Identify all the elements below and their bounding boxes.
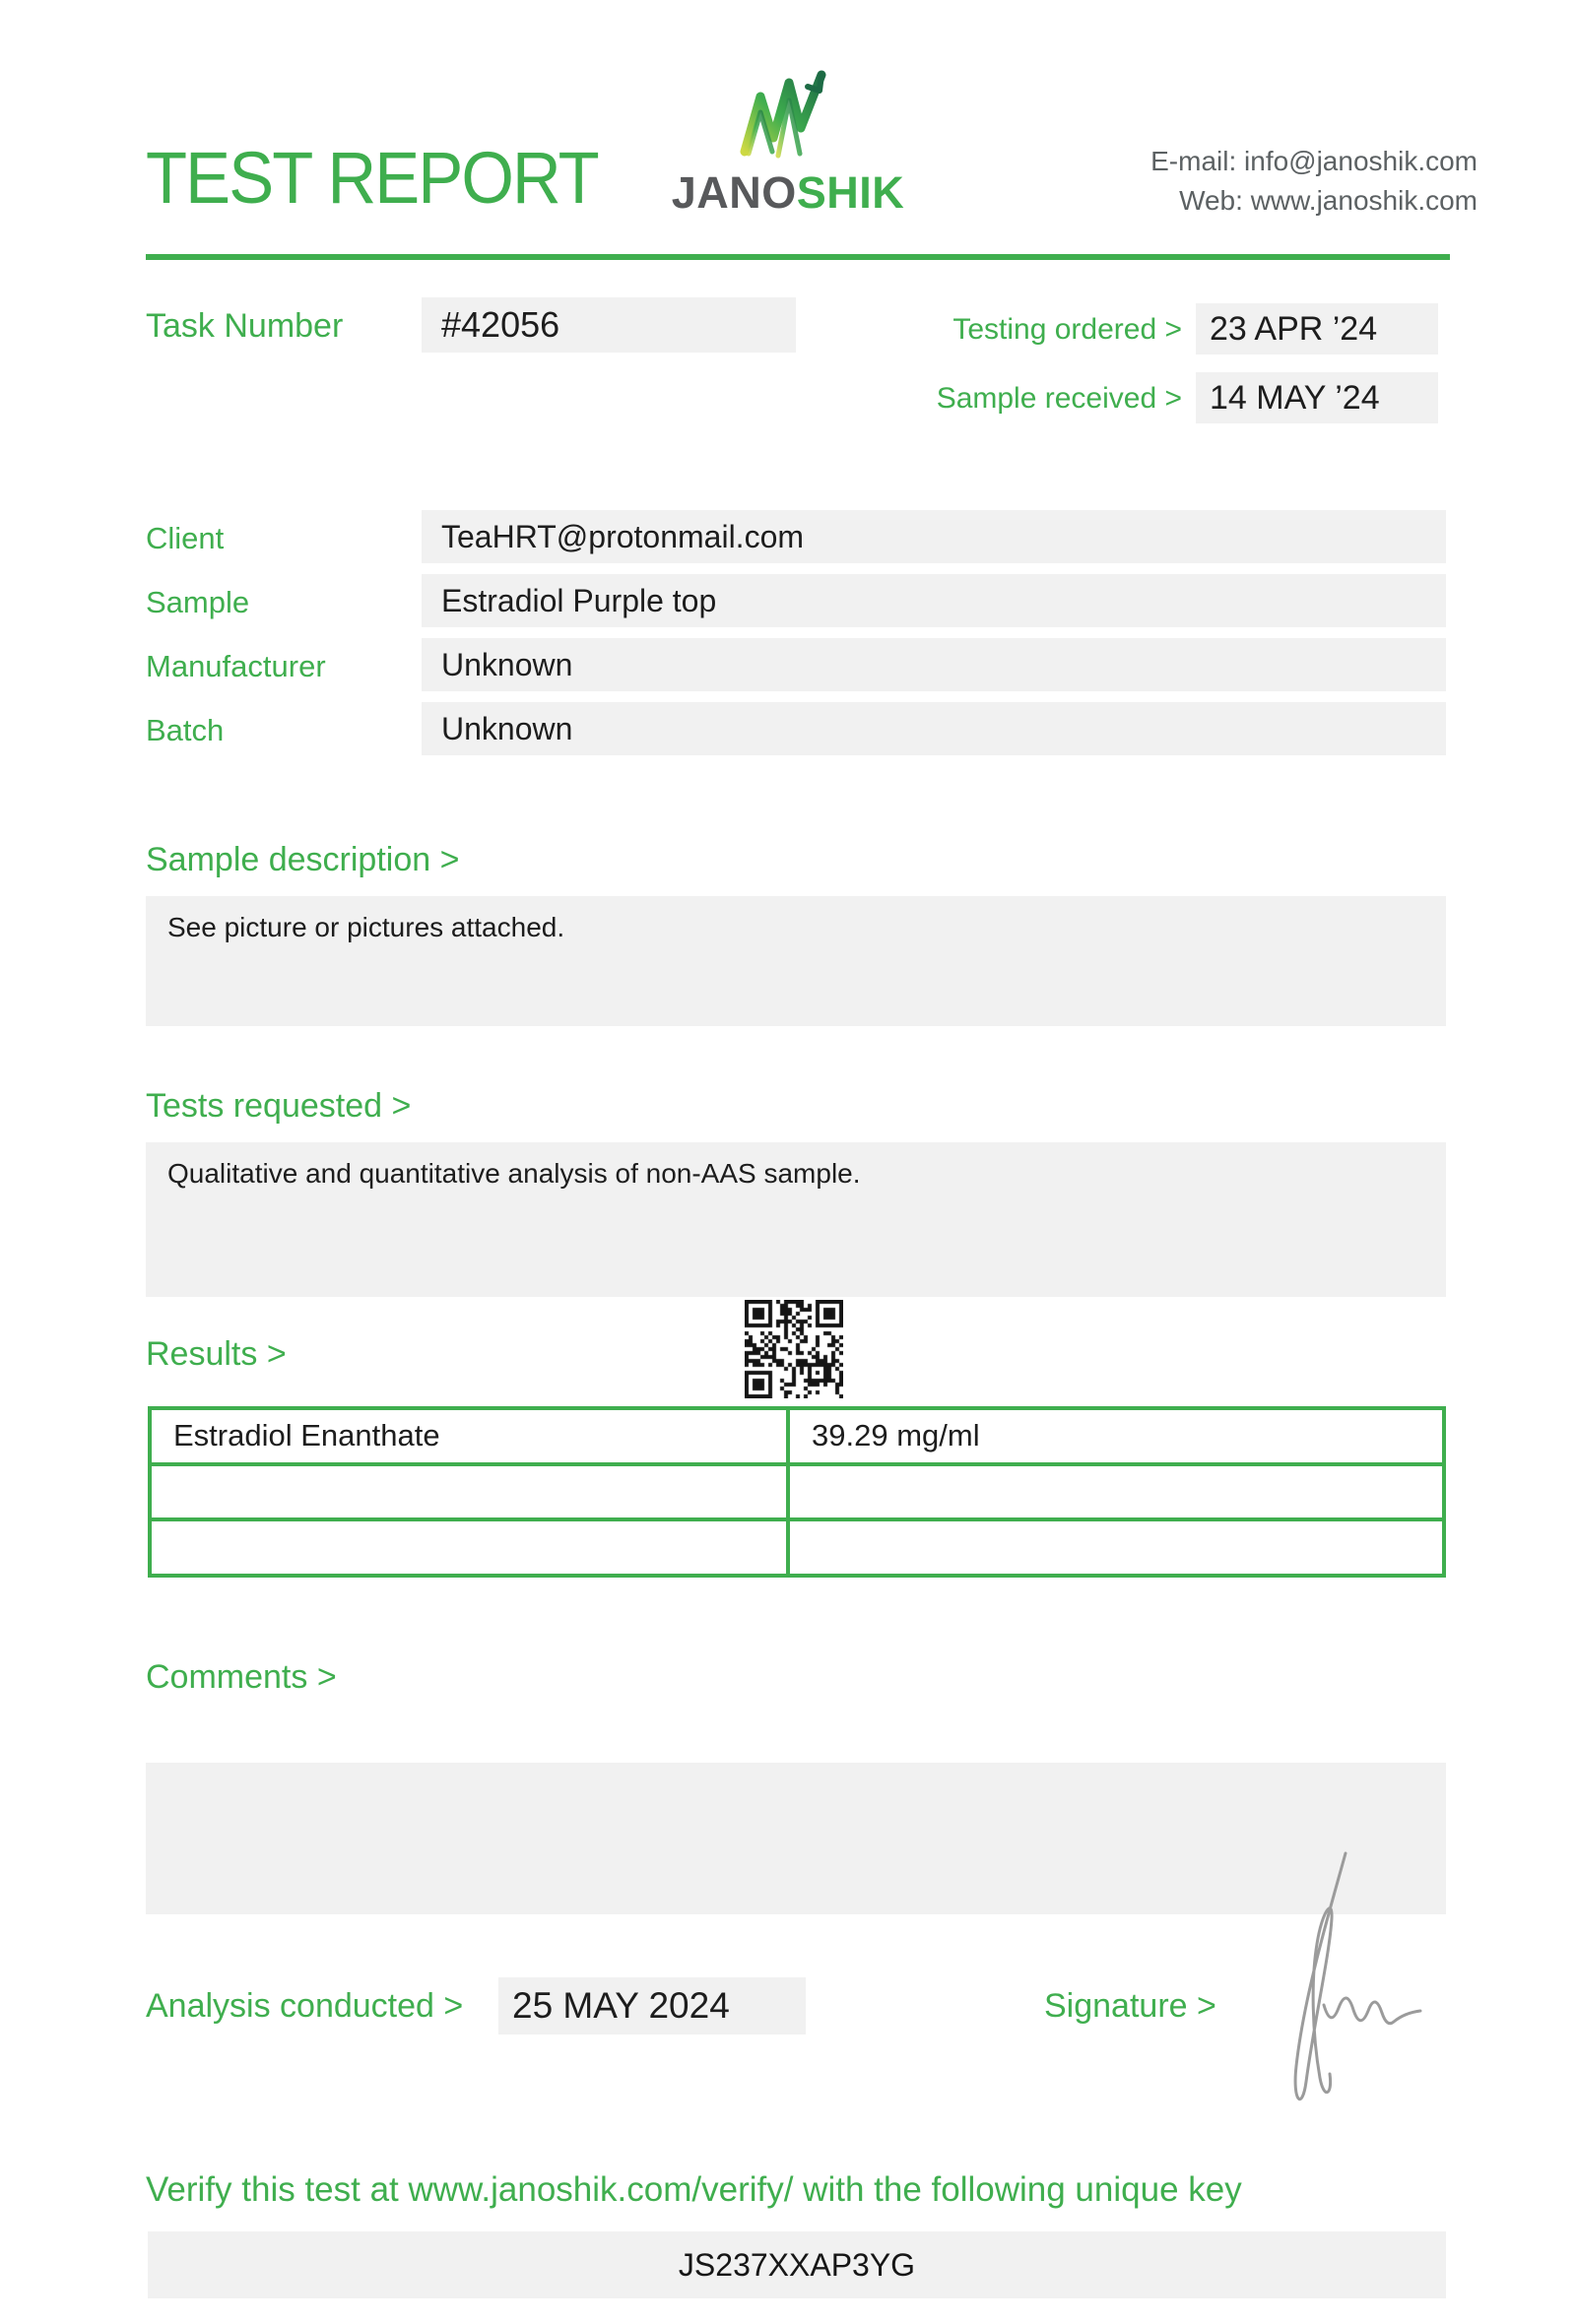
signature-scribble	[1273, 1847, 1430, 2163]
contact-email: E-mail: info@janoshik.com	[1150, 146, 1478, 176]
sample-received-label: Sample received >	[936, 382, 1182, 415]
result-analyte-cell	[152, 1466, 786, 1518]
verify-instruction: Verify this test at www.janoshik.com/verify/ with the following unique key	[146, 2170, 1242, 2209]
result-value-cell	[790, 1521, 1442, 1574]
sample-label: Sample	[146, 585, 250, 619]
results-table	[148, 1406, 1446, 1578]
tests-requested-heading: Tests requested >	[146, 1087, 412, 1125]
brand-wordmark	[666, 167, 910, 219]
trend-chart-icon	[735, 65, 841, 161]
signature-label: Signature >	[1044, 1987, 1216, 2025]
results-heading: Results >	[146, 1335, 287, 1373]
batch-label: Batch	[146, 713, 225, 747]
result-value-cell: 39.29 mg/ml	[790, 1410, 1442, 1462]
result-analyte-cell	[152, 1521, 786, 1574]
contact-web: Web: www.janoshik.com	[1179, 185, 1478, 216]
analysis-conducted-label: Analysis conducted >	[146, 1987, 464, 2025]
testing-ordered-label: Testing ordered >	[952, 313, 1182, 346]
sample-received-value: 14 MAY ’24	[1196, 372, 1438, 423]
tests-requested-box: Qualitative and quantitative analysis of non-AAS sample.	[146, 1142, 1446, 1297]
sample-value: Estradiol Purple top	[422, 574, 1446, 627]
task-number-label: Task Number	[146, 307, 344, 345]
analysis-conducted-value: 25 MAY 2024	[498, 1977, 806, 2034]
client-value: TeaHRT@protonmail.com	[422, 510, 1446, 563]
sample-description-box: See picture or pictures attached.	[146, 896, 1446, 1026]
client-label: Client	[146, 521, 225, 555]
manufacturer-label: Manufacturer	[146, 649, 326, 683]
comments-heading: Comments >	[146, 1658, 337, 1696]
testing-ordered-value: 23 APR ’24	[1196, 303, 1438, 355]
sample-description-heading: Sample description >	[146, 841, 460, 878]
qr-code	[745, 1300, 843, 1398]
brand-wordmark-left: JANO	[671, 167, 797, 218]
comments-box	[146, 1763, 1446, 1914]
batch-value: Unknown	[422, 702, 1446, 755]
page-title: TEST REPORT	[146, 137, 598, 219]
verification-key: JS237XXAP3YG	[148, 2231, 1446, 2298]
header-divider	[146, 254, 1450, 260]
brand-wordmark-right: SHIK	[796, 167, 905, 218]
result-value-cell	[790, 1466, 1442, 1518]
manufacturer-value: Unknown	[422, 638, 1446, 691]
result-analyte-cell: Estradiol Enanthate	[152, 1410, 786, 1462]
contact-block	[1150, 142, 1478, 221]
task-number-value: #42056	[422, 297, 796, 353]
